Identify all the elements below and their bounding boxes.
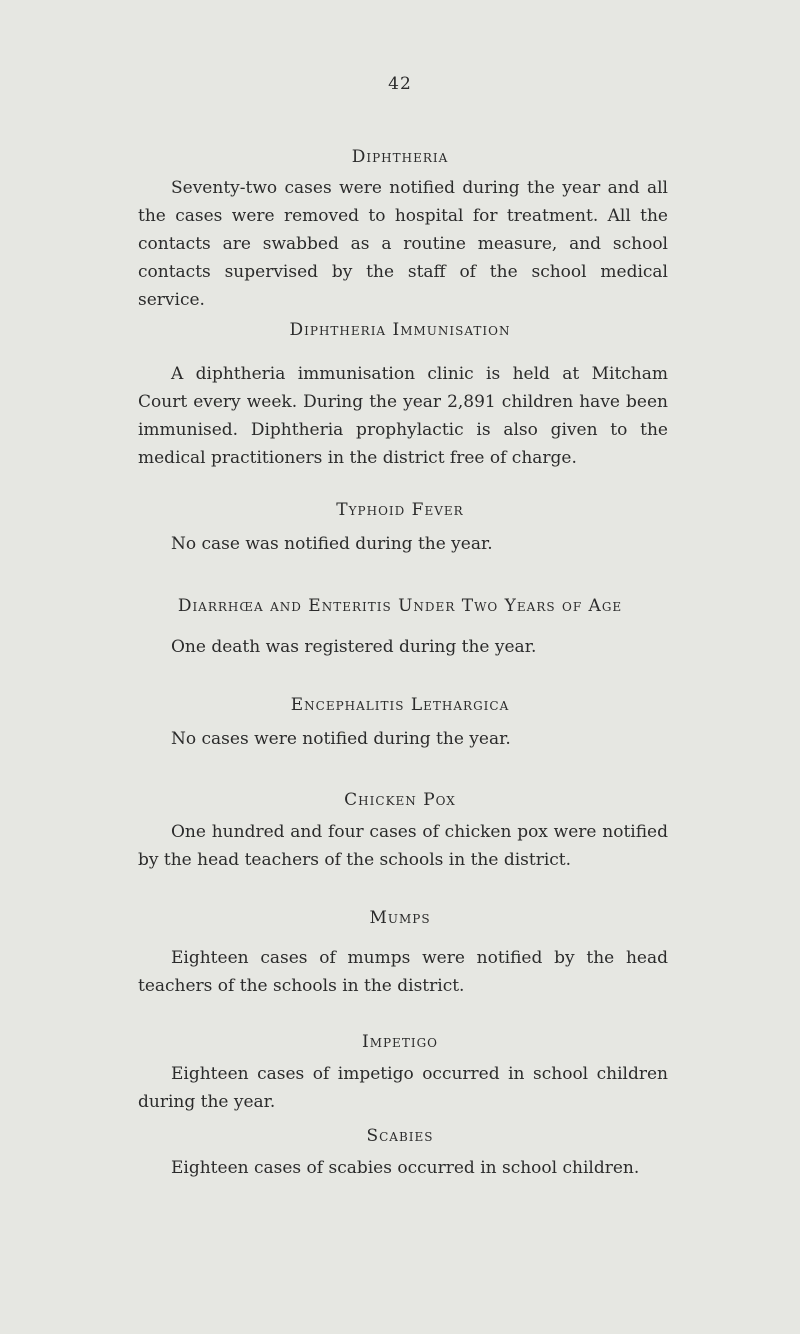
heading-diarrhoea-enteritis: Diarrhœa and Enteritis Under Two Years of Age: [177, 596, 623, 616]
paragraph-diphtheria: Seventy-two cases were notified during the year and all the cases were removed to hospital for treatment. All the contacts are swabbed as a routine measure, and school contacts supervised by the staff of the school medical service.: [138, 178, 668, 310]
paragraph-scabies: Eighteen cases of scabies occurred in school children.: [171, 1158, 640, 1178]
paragraph-typhoid-fever: No case was notified during the year.: [171, 534, 493, 554]
heading-diphtheria-immunisation: Diphtheria Immunisation: [289, 320, 511, 340]
heading-chicken-pox: Chicken Pox: [344, 790, 456, 810]
heading-scabies: Scabies: [366, 1126, 434, 1146]
heading-typhoid-fever: Typhoid Fever: [336, 500, 464, 520]
heading-encephalitis-lethargica: Encephalitis Lethargica: [290, 695, 510, 715]
paragraph-diarrhoea-enteritis: One death was registered during the year.: [171, 637, 537, 657]
heading-diphtheria: Diphtheria: [351, 147, 449, 167]
heading-impetigo: Impetigo: [361, 1032, 438, 1052]
paragraph-encephalitis-lethargica: No cases were notified during the year.: [171, 729, 511, 749]
paragraph-diphtheria-immunisation: A diphtheria immunisation clinic is held at Mitcham Court every week. During the year 2,891 children have been immunised. Diphtheria prophylactic is also given to the medical practitioners in the district free of charge.: [138, 364, 668, 468]
paragraph-impetigo: Eighteen cases of impetigo occurred in school children during the year.: [138, 1064, 668, 1112]
heading-mumps: Mumps: [369, 908, 431, 928]
paragraph-chicken-pox: One hundred and four cases of chicken pox were notified by the head teachers of the schools in the district.: [138, 822, 668, 870]
page-number: 42: [388, 74, 412, 94]
paragraph-mumps: Eighteen cases of mumps were notified by the head teachers of the schools in the district.: [138, 948, 668, 996]
